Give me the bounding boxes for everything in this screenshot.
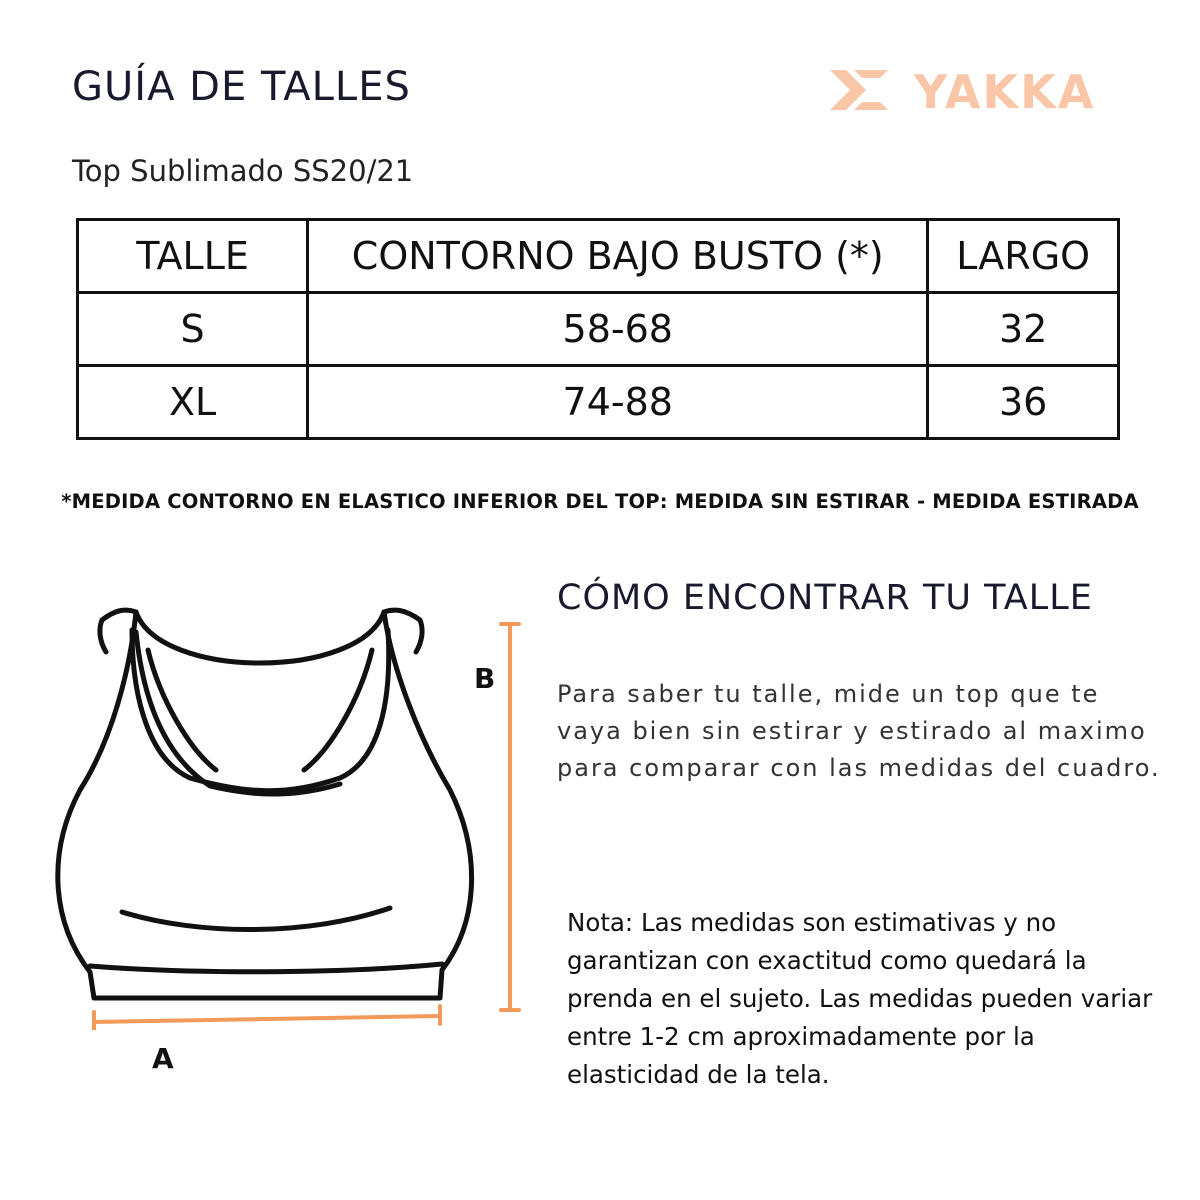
contorno-cell: 74-88 bbox=[308, 366, 928, 439]
howto-title: CÓMO ENCONTRAR TU TALLE bbox=[557, 578, 1093, 618]
size-table bbox=[76, 218, 1120, 440]
product-subtitle: Top Sublimado SS20/21 bbox=[72, 154, 414, 188]
column-header-talle: TALLE bbox=[78, 220, 308, 293]
brand-chevron-icon bbox=[830, 70, 888, 110]
measure-a-line bbox=[94, 1006, 440, 1030]
page-title: GUÍA DE TALLES bbox=[72, 64, 411, 110]
measure-b-label: B bbox=[474, 662, 496, 695]
measure-b-line bbox=[501, 624, 519, 1010]
talle-cell: S bbox=[78, 293, 308, 366]
sports-bra-icon bbox=[58, 610, 472, 998]
table-row bbox=[78, 293, 1119, 366]
largo-cell: 32 bbox=[928, 293, 1119, 366]
table-header-row bbox=[78, 220, 1119, 293]
garment-diagram bbox=[40, 590, 540, 1030]
largo-cell: 36 bbox=[928, 366, 1119, 439]
howto-text: Para saber tu talle, mide un top que te vaya bien sin estirar y estirado al maximo para comparar con las medidas del cuadro. bbox=[557, 680, 1161, 782]
column-header-contorno: CONTORNO BAJO BUSTO (*) bbox=[308, 220, 928, 293]
note-text: Nota: Las medidas son estimativas y no garantizan con exactitud como quedará la prenda en el sujeto. Las medidas pueden variar entre 1-2 cm aproximadamente por la elasticidad de la tela. bbox=[567, 908, 1153, 1089]
brand-name: YAKKA bbox=[914, 65, 1096, 116]
measure-a-label: A bbox=[152, 1042, 174, 1075]
column-header-largo: LARGO bbox=[928, 220, 1119, 293]
table-row bbox=[78, 366, 1119, 439]
footnote: *MEDIDA CONTORNO EN ELASTICO INFERIOR DEL TOP: MEDIDA SIN ESTIRAR - MEDIDA ESTIRADA bbox=[61, 490, 1139, 513]
talle-cell: XL bbox=[78, 366, 308, 439]
contorno-cell: 58-68 bbox=[308, 293, 928, 366]
brand-logo bbox=[826, 64, 1126, 116]
